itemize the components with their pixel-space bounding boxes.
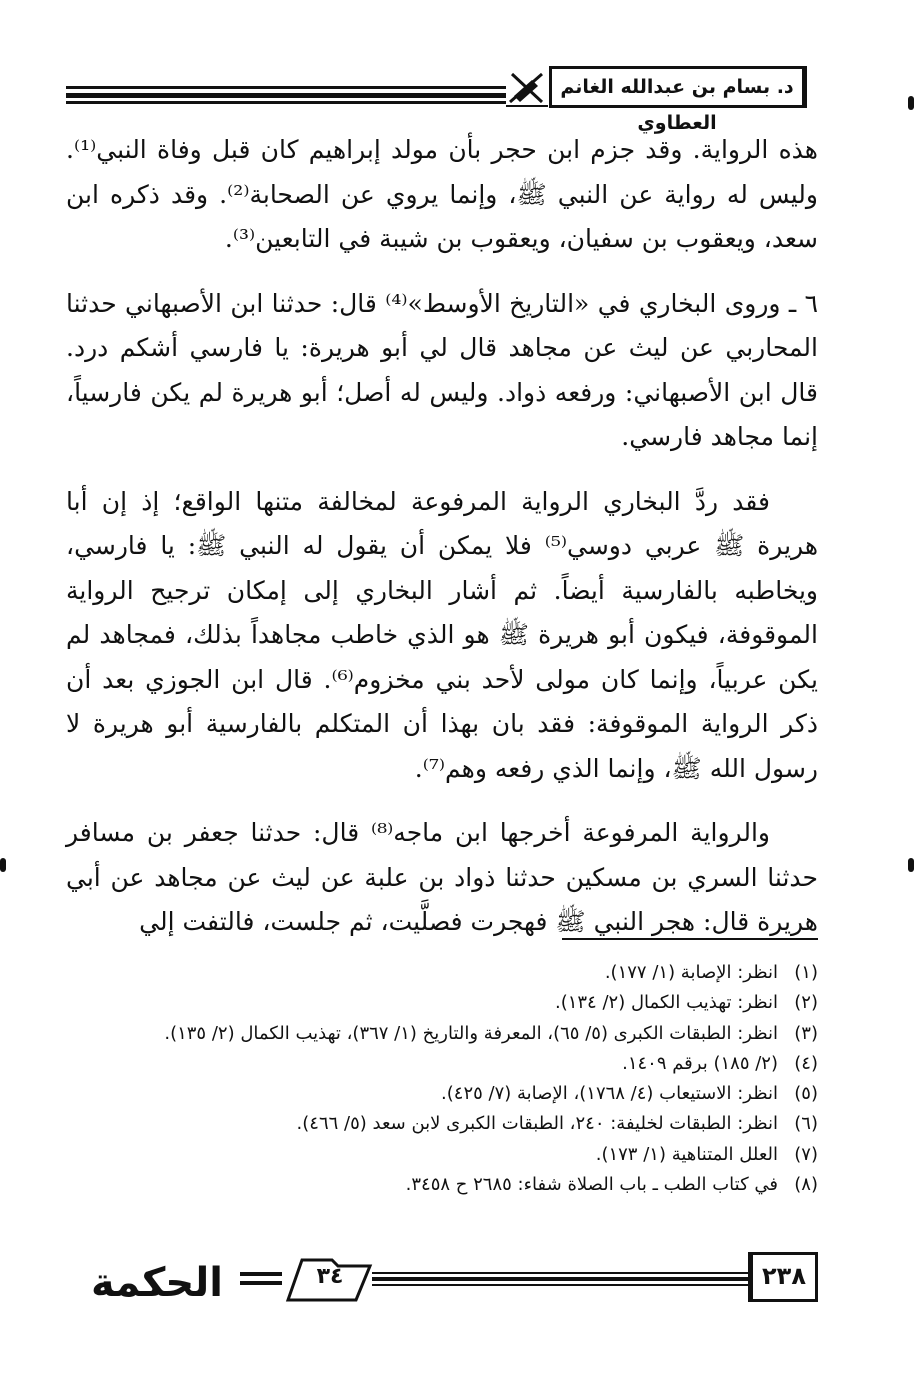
header-rule [66,86,506,104]
footnote-separator [562,938,818,940]
footnote: (٣)انظر: الطبقات الكبرى (٥/ ٦٥)، المعرفة والتاريخ (١/ ٣٦٧)، تهذيب الكمال (٢/ ١٣٥). [164,1022,818,1044]
footnote: (٨)في كتاب الطب ـ باب الصلاة شفاء: ٢٦٨٥ ح ٣٤٥٨. [405,1174,818,1196]
paragraph: فقد ردَّ البخاري الرواية المرفوعة لمخالفة متنها الواقع؛ إذ إن أبا هريرة ﷺ عربي دوسي⁽⁵⁾ فلا يمكن أن يقول له النبي ﷺ: يا فارسي، ويخاطبه بالفارسية أيضاً. ثم أشار البخاري إلى إمكان ترجيح الرواية الموقوفة، فيكون أبو هريرة ﷺ هو الذي خاطب مجاهداً بذلك، فمجاهد لم يكن عربياً، وإنما كان مولى لأحد بني مخزوم⁽⁶⁾. قال ابن الجوزي بعد أن ذكر الرواية الموقوفة: فقد بان بهذا أن المتكلم بالفارسية أبو هريرة لا رسول الله ﷺ، وإنما الذي رفعه وهم⁽⁷⁾. [66,486,819,783]
footnote: (٧)العلل المتناهية (١/ ١٧٣). [595,1143,818,1165]
pen-cross-icon [504,66,550,110]
header-author: د. بسام بن عبدالله الغانم العطاوي [549,66,807,108]
journal-logo [82,1252,232,1308]
paragraph: هذه الرواية. وقد جزم ابن حجر بأن مولد إبراهيم كان قبل وفاة النبي⁽¹⁾. وليس له رواية عن النبي ﷺ، وإنما يروي عن الصحابة⁽²⁾. وقد ذكره ابن سعد، ويعقوب بن سفيان، ويعقوب بن شيبة في التابعين⁽³⁾. [66,135,819,253]
issue-number: ٣٤ [316,1264,344,1289]
svg-text:الحكمة: الحكمة [91,1260,223,1306]
page-edge-mark [908,858,914,872]
footnotes [66,958,818,1200]
main-text [66,128,818,965]
footnote: (٤)(٢/ ١٨٥) برقم ١٤٠٩. [622,1052,818,1074]
footnote: (١)انظر: الإصابة (١/ ١٧٧). [604,962,818,983]
page-edge-mark [908,96,914,110]
paragraph: ٦ ـ وروى البخاري في «التاريخ الأوسط»⁽⁴⁾ قال: حدثنا ابن الأصبهاني حدثنا المحاربي عن ليث عن مجاهد قال لي أبو هريرة: يا فارسي أشكم درد. قال ابن الأصبهاني: ورفعه ذواد. وليس له أصل؛ أبو هريرة لم يكن فارسياً، إنما مجاهد فارسي. [66,288,818,451]
paragraph: والرواية المرفوعة أخرجها ابن ماجه⁽⁸⁾ قال: حدثنا جعفر بن مسافر حدثنا السري بن مسكين حدثنا ذواد بن علبة عن ليث عن مجاهد عن أبي هريرة قال: هجر النبي ﷺ فهجرت فصلَّيت، ثم جلست، فالتفت إلي [66,818,818,936]
footer-rule [372,1272,750,1286]
page-number: ٢٣٨ [748,1252,818,1302]
footer-rule [240,1272,282,1286]
page-edge-mark [0,858,6,872]
footnote: (٢)انظر: تهذيب الكمال (٢/ ١٣٤). [554,992,818,1014]
footnote: (٥)انظر: الاستيعاب (٤/ ١٧٦٨)، الإصابة (٧/ ٤٢٥). [441,1083,818,1105]
footnote: (٦)انظر: الطبقات لخليفة: ٢٤٠، الطبقات الكبرى لابن سعد (٥/ ٤٦٦). [296,1113,818,1135]
